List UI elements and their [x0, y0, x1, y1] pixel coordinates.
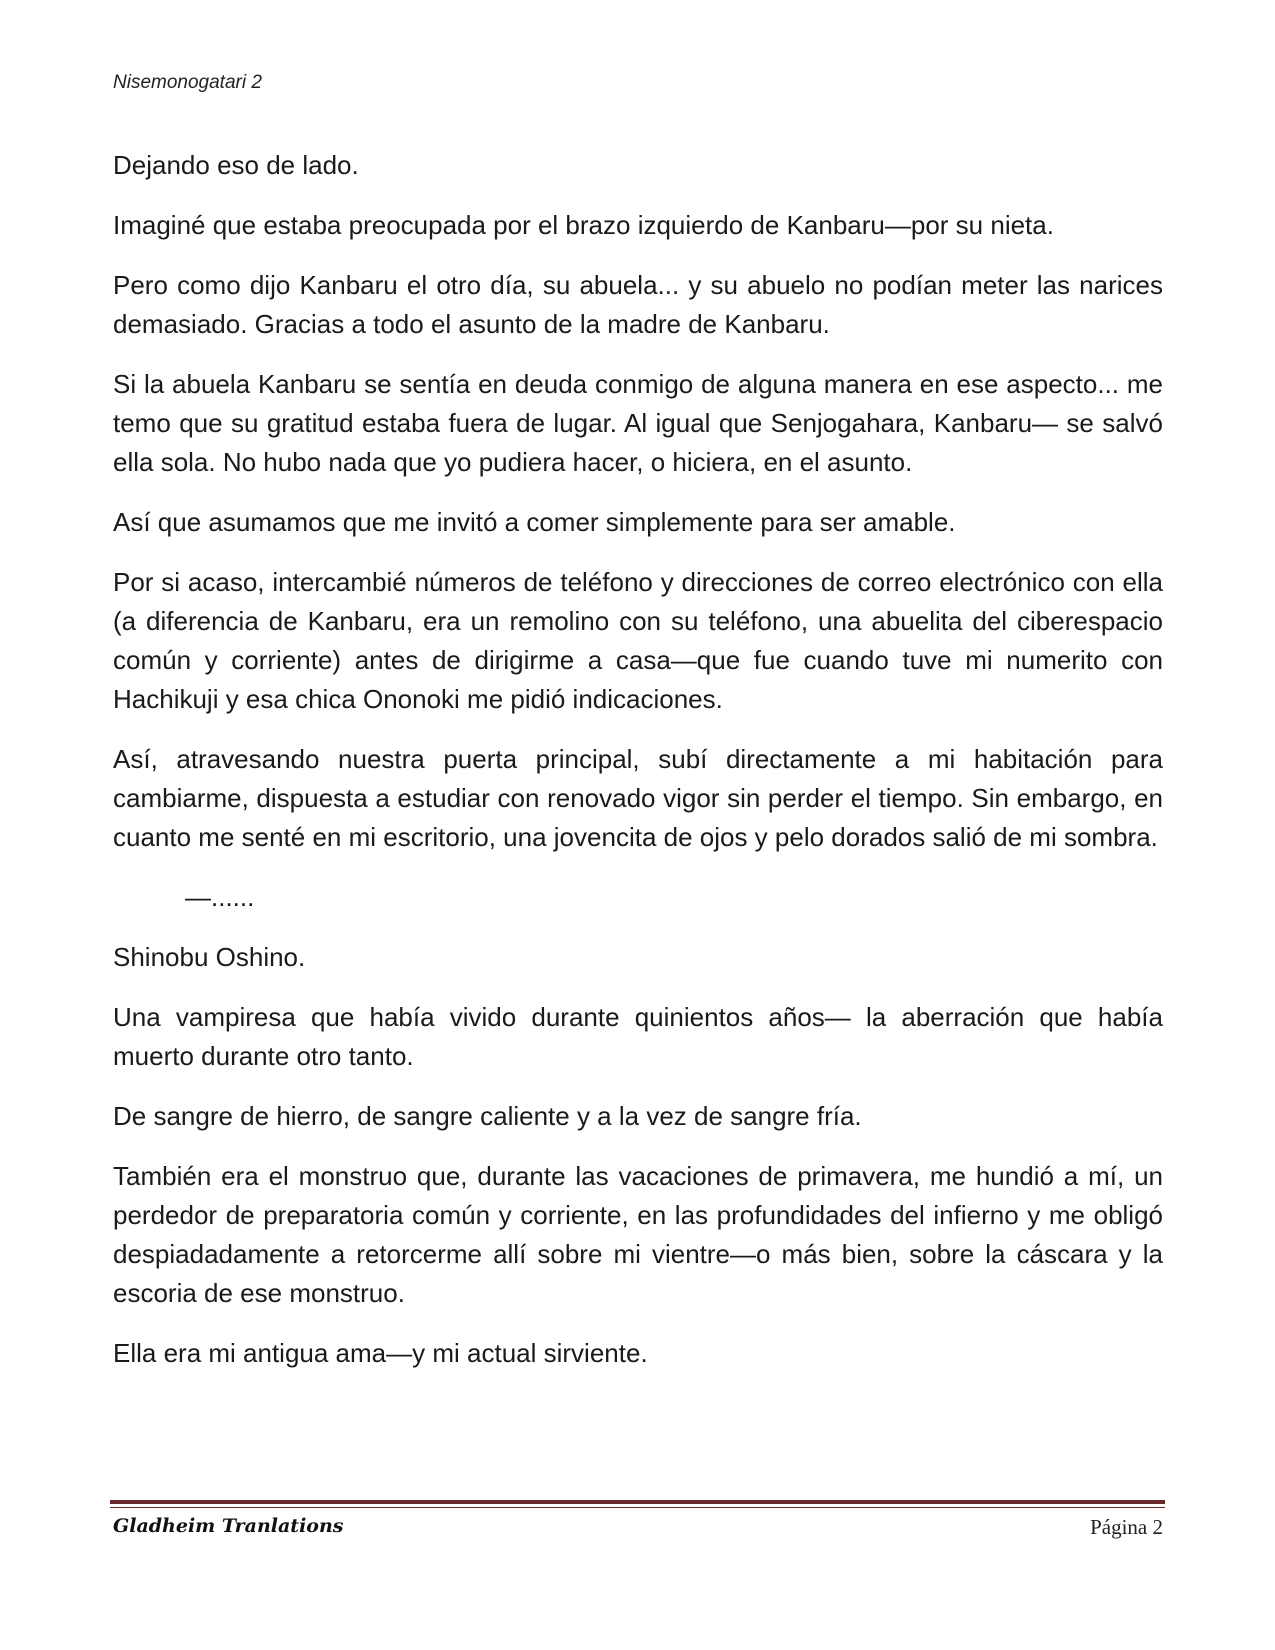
paragraph: Así que asumamos que me invitó a comer simplemente para ser amable. — [113, 507, 956, 537]
body-text — [113, 146, 1163, 1394]
paragraph: Por si acaso, intercambié números de teléfono y direcciones de correo electrónico con ella (a diferencia de Kanbaru, era un remolino con su teléfono, una abuelita del ciberespacio común y corriente) antes de dirigirme a casa—que fue cuando tuve mi numerito con Hachikuji y esa chica Ononoki me pidió indicaciones. — [113, 567, 1163, 714]
page-number: Página 2 — [1090, 1515, 1163, 1539]
paragraph: Shinobu Oshino. — [113, 942, 306, 972]
footer-rule-thick — [110, 1500, 1165, 1504]
paragraph: De sangre de hierro, de sangre caliente y a la vez de sangre fría. — [113, 1101, 862, 1131]
running-header-title: Nisemonogatari 2 — [113, 72, 262, 93]
paragraph: Pero como dijo Kanbaru el otro día, su abuela... y su abuelo no podían meter las narices demasiado. Gracias a todo el asunto de la madre de Kanbaru. — [113, 270, 1163, 339]
paragraph: Una vampiresa que había vivido durante quinientos años— la aberración que había muerto durante otro tanto. — [113, 1002, 1163, 1071]
paragraph: Si la abuela Kanbaru se sentía en deuda conmigo de alguna manera en ese aspecto... me temo que su gratitud estaba fuera de lugar. Al igual que Senjogahara, Kanbaru— se salvó ella sola. No hubo nada que yo pudiera hacer, o hiciera, en el asunto. — [113, 369, 1163, 477]
paragraph: Así, atravesando nuestra puerta principal, subí directamente a mi habitación para cambiarme, dispuesta a estudiar con renovado vigor sin perder el tiempo. Sin embargo, en cuanto me senté en mi escritorio, una jovencita de ojos y pelo dorados salió de mi sombra. — [113, 744, 1163, 852]
footer-credit: Gladheim Tranlations — [113, 1515, 344, 1537]
paragraph: Ella era mi antigua ama—y mi actual sirviente. — [113, 1338, 648, 1368]
paragraph: Imaginé que estaba preocupada por el brazo izquierdo de Kanbaru—por su nieta. — [113, 210, 1054, 240]
paragraph-indented: —...... — [185, 882, 255, 912]
footer-rule-thin — [110, 1507, 1165, 1508]
paragraph: También era el monstruo que, durante las vacaciones de primavera, me hundió a mí, un perdedor de preparatoria común y corriente, en las profundidades del infierno y me obligó despiadadamente a retorcerme allí sobre mi vientre—o más bien, sobre la cáscara y la escoria de ese monstruo. — [113, 1161, 1163, 1308]
paragraph: Dejando eso de lado. — [113, 150, 359, 180]
